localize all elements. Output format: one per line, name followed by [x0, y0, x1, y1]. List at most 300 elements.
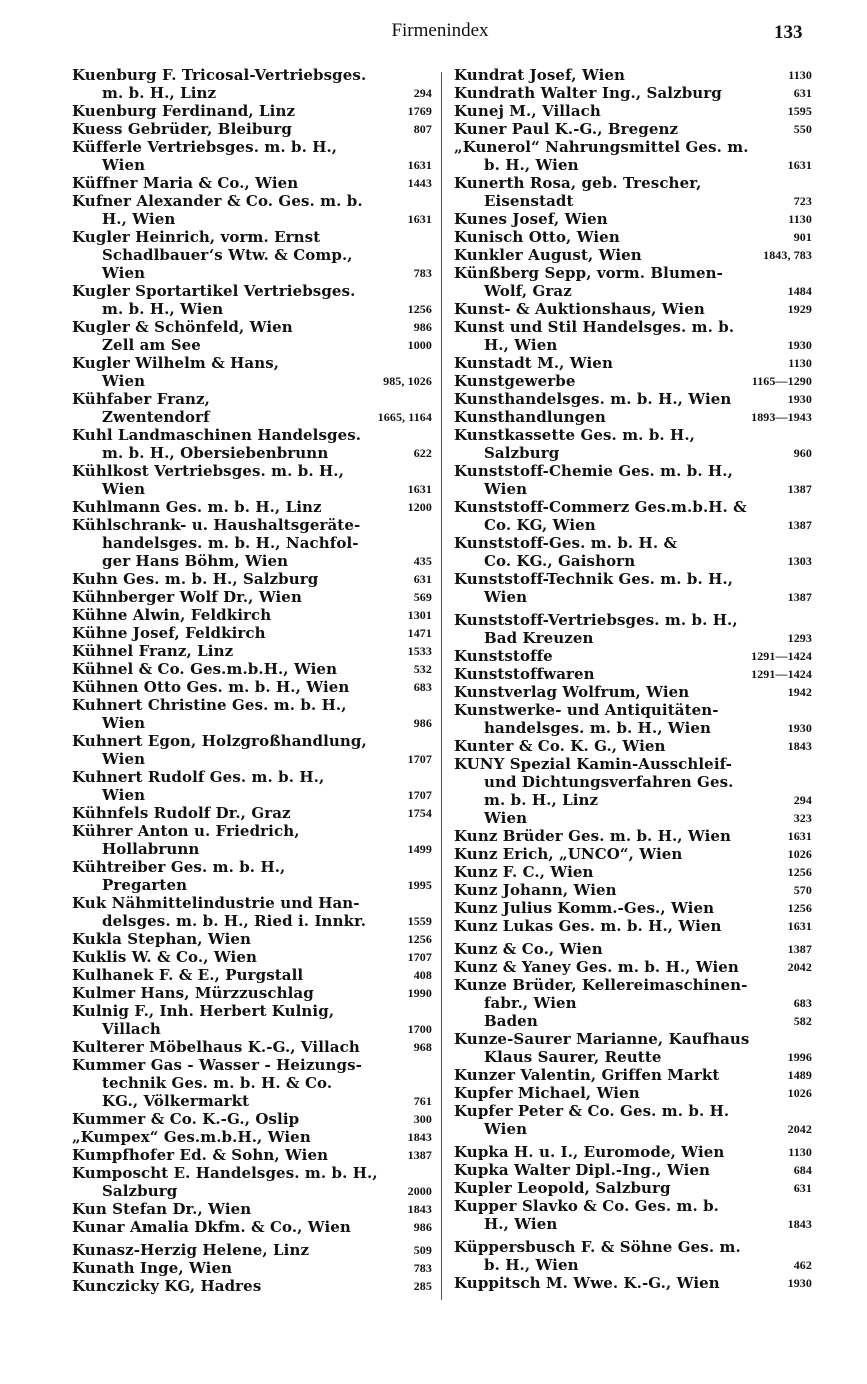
index-entry — [72, 966, 432, 984]
page-reference: 986 — [413, 716, 432, 730]
entry-text-line: Kugler Sportartikel Vertriebsges. — [72, 282, 356, 300]
index-entry — [454, 498, 812, 534]
page-reference: 1559 — [407, 914, 432, 928]
page-reference: 1026 — [787, 847, 812, 861]
page-reference: 1754 — [407, 806, 432, 820]
page-reference: 683 — [413, 680, 432, 694]
entry-text-line: Kunz Lukas Ges. m. b. H., Wien — [454, 917, 722, 935]
entry-text-line: Kühnel Franz, Linz — [72, 642, 234, 660]
index-entry — [454, 390, 812, 408]
entry-text-line: Kugler Wilhelm & Hans, — [72, 354, 280, 372]
entry-text-line: Bad Kreuzen — [484, 629, 594, 647]
index-entry — [454, 863, 812, 881]
index-entry — [72, 642, 432, 660]
page-reference: 761 — [413, 1094, 432, 1108]
entry-text-line: Kunz Brüder Ges. m. b. H., Wien — [454, 827, 732, 845]
page-reference: 1489 — [787, 1068, 812, 1082]
entry-text-line: Kunstverlag Wolfrum, Wien — [454, 683, 690, 701]
entry-text-line: Kuhlmann Ges. m. b. H., Linz — [72, 498, 322, 516]
page-reference: 1769 — [407, 104, 432, 118]
column-divider — [441, 72, 442, 1300]
page-reference: 1387 — [787, 518, 812, 532]
entry-text-line: Hollabrunn — [102, 840, 200, 858]
entry-text-line: m. b. H., Linz — [484, 791, 599, 809]
entry-text-line: Kuess Gebrüder, Bleiburg — [72, 120, 293, 138]
entry-text-line: Kunz & Co., Wien — [454, 940, 603, 958]
index-entry — [454, 1274, 812, 1292]
entry-text-line: b. H., Wien — [484, 1256, 579, 1274]
index-entry — [72, 66, 432, 102]
entry-text-line: Kummer Gas - Wasser - Heizungs- — [72, 1056, 362, 1074]
entry-text-line: Schadlbauer‘s Wtw. & Comp., — [102, 246, 353, 264]
page-reference: 1256 — [787, 865, 812, 879]
entry-text-line: Kunisch Otto, Wien — [454, 228, 620, 246]
page-title: Firmenindex — [391, 20, 489, 41]
page-reference: 2000 — [407, 1184, 432, 1198]
index-entry — [72, 336, 432, 354]
index-entry — [454, 318, 812, 354]
index-entry — [454, 809, 812, 827]
page-reference: 1387 — [407, 1148, 432, 1162]
page-reference: 1595 — [787, 104, 812, 118]
entry-text-line: Künßberg Sepp, vorm. Blumen- — [454, 264, 723, 282]
entry-text-line: Kunczicky KG, Hadres — [72, 1277, 262, 1295]
entry-text-line: Kunst- & Auktionshaus, Wien — [454, 300, 705, 318]
index-entry — [454, 66, 812, 84]
index-entry — [454, 1179, 812, 1197]
page-reference: 807 — [413, 122, 432, 136]
index-entry — [454, 976, 812, 1012]
page-reference: 1930 — [787, 1276, 812, 1290]
page-reference: 901 — [793, 230, 812, 244]
entry-text-line: Kühlschrank- u. Haushaltsgeräte- — [72, 516, 361, 534]
index-entry — [72, 696, 432, 732]
page-reference: 1843, 783 — [763, 248, 812, 262]
entry-text-line: Zwentendorf — [102, 408, 210, 426]
entry-text-line: Kunststoff-Chemie Ges. m. b. H., — [454, 462, 733, 480]
index-entry — [72, 282, 432, 318]
entry-text-line: Kunstkassette Ges. m. b. H., — [454, 426, 695, 444]
page-number: 133 — [774, 22, 803, 43]
entry-text-line: handelsges. m. b. H., Nachfol- — [102, 534, 359, 552]
page-reference: 509 — [413, 1243, 432, 1257]
index-entry — [72, 1164, 432, 1200]
entry-text-line: b. H., Wien — [484, 156, 579, 174]
page-reference: 1893—1943 — [751, 410, 812, 424]
page-reference: 1200 — [407, 500, 432, 514]
entry-text-line: Kuhl Landmaschinen Handelsges. — [72, 426, 362, 444]
page-reference: 631 — [413, 572, 432, 586]
page-reference: 569 — [413, 590, 432, 604]
entry-text-line: Kugler & Schönfeld, Wien — [72, 318, 293, 336]
entry-text-line: Kunststoffwaren — [454, 665, 595, 683]
entry-text-line: KG., Völkermarkt — [102, 1092, 250, 1110]
page-reference: 622 — [413, 446, 432, 460]
index-entry — [454, 958, 812, 976]
page-reference: 986 — [413, 320, 432, 334]
entry-text-line: Wien — [102, 156, 146, 174]
page-reference: 1930 — [787, 338, 812, 352]
index-entry — [454, 102, 812, 120]
index-entry — [454, 534, 812, 570]
entry-text-line: Wien — [102, 480, 146, 498]
entry-text-line: Kunze-Saurer Marianne, Kaufhaus — [454, 1030, 750, 1048]
index-entry — [72, 1277, 432, 1295]
entry-text-line: Kühnberger Wolf Dr., Wien — [72, 588, 302, 606]
index-entry — [454, 462, 812, 498]
page-reference: 1387 — [787, 590, 812, 604]
page-reference: 1291—1424 — [751, 667, 812, 681]
page-reference: 408 — [413, 968, 432, 982]
entry-text-line: Kuenburg Ferdinand, Linz — [72, 102, 296, 120]
page-reference: 1165—1290 — [751, 374, 812, 388]
entry-text-line: m. b. H., Wien — [102, 300, 224, 318]
entry-text-line: Kunath Inge, Wien — [72, 1259, 233, 1277]
entry-text-line: „Kumpex“ Ges.m.b.H., Wien — [72, 1128, 311, 1146]
entry-text-line: Kundrath Walter Ing., Salzburg — [454, 84, 722, 102]
entry-text-line: Klaus Saurer, Reutte — [484, 1048, 662, 1066]
index-entry — [454, 210, 812, 228]
page-reference: 1707 — [407, 752, 432, 766]
index-entry — [454, 755, 812, 809]
entry-text-line: Kunststoff-Commerz Ges.m.b.H. & — [454, 498, 747, 516]
index-entry — [454, 1012, 812, 1030]
entry-text-line: Kühnfels Rudolf Dr., Graz — [72, 804, 291, 822]
entry-text-line: Kundrat Josef, Wien — [454, 66, 626, 84]
page-reference: 300 — [413, 1112, 432, 1126]
entry-text-line: handelsges. m. b. H., Wien — [484, 719, 712, 737]
index-entry — [454, 138, 812, 174]
index-entry — [72, 804, 432, 822]
page-reference: 1700 — [407, 1022, 432, 1036]
entry-text-line: delsges. m. b. H., Ried i. Innkr. — [102, 912, 367, 930]
index-entry — [454, 84, 812, 102]
entry-text-line: Küppersbusch F. & Söhne Ges. m. — [454, 1238, 741, 1256]
index-entry — [72, 1259, 432, 1277]
page-reference: 1130 — [788, 1145, 812, 1159]
page-reference: 986 — [413, 1220, 432, 1234]
index-entry — [72, 1038, 432, 1056]
entry-text-line: Kuhnert Egon, Holzgroßhandlung, — [72, 732, 367, 750]
entry-text-line: Kupper Slavko & Co. Ges. m. b. — [454, 1197, 720, 1215]
entry-text-line: Salzburg — [484, 444, 560, 462]
index-entry — [72, 732, 432, 768]
entry-text-line: Kunststoff-Vertriebsges. m. b. H., — [454, 611, 738, 629]
page-reference: 631 — [793, 86, 812, 100]
index-entry — [72, 1002, 432, 1038]
entry-text-line: Kunze Brüder, Kellereimaschinen- — [454, 976, 748, 994]
index-entry — [454, 1143, 812, 1161]
entry-text-line: Co. KG., Gaishorn — [484, 552, 636, 570]
index-entry — [72, 624, 432, 642]
page-reference: 1843 — [787, 1217, 812, 1231]
index-entry — [72, 516, 432, 570]
page-reference: 1387 — [787, 482, 812, 496]
entry-text-line: Kunz Johann, Wien — [454, 881, 617, 899]
page-reference: 1930 — [787, 392, 812, 406]
index-entry — [454, 1197, 812, 1233]
index-entry — [72, 894, 432, 930]
entry-text-line: Kunes Josef, Wien — [454, 210, 608, 228]
index-entry — [72, 984, 432, 1002]
page-reference: 1990 — [407, 986, 432, 1000]
index-entry — [454, 1084, 812, 1102]
entry-text-line: Kunststoff-Ges. m. b. H. & — [454, 534, 678, 552]
page-reference: 582 — [793, 1014, 812, 1028]
page-reference: 1000 — [407, 338, 432, 352]
entry-text-line: Baden — [484, 1012, 538, 1030]
entry-text-line: Kühtreiber Ges. m. b. H., — [72, 858, 286, 876]
page-reference: 1533 — [407, 644, 432, 658]
index-entry — [454, 899, 812, 917]
index-entry — [454, 1030, 812, 1066]
index-entry — [72, 426, 432, 462]
index-entry — [454, 737, 812, 755]
index-entry — [72, 822, 432, 858]
page-reference: 1843 — [407, 1130, 432, 1144]
entry-text-line: m. b. H., Linz — [102, 84, 217, 102]
entry-text-line: Kumpfhofer Ed. & Sohn, Wien — [72, 1146, 329, 1164]
page-reference: 1631 — [407, 482, 432, 496]
entry-text-line: Eisenstadt — [484, 192, 574, 210]
index-entry — [72, 462, 432, 498]
index-entry — [454, 246, 812, 264]
page-reference: 1631 — [407, 212, 432, 226]
entry-text-line: Kunstadt M., Wien — [454, 354, 613, 372]
index-entry — [72, 948, 432, 966]
entry-text-line: Kupka H. u. I., Euromode, Wien — [454, 1143, 725, 1161]
index-entry — [72, 1146, 432, 1164]
entry-text-line: Kuhnert Christine Ges. m. b. H., — [72, 696, 347, 714]
page-reference: 1130 — [788, 68, 812, 82]
entry-text-line: Kupfer Michael, Wien — [454, 1084, 640, 1102]
entry-text-line: Kupfer Peter & Co. Ges. m. b. H. — [454, 1102, 730, 1120]
entry-text-line: Kufner Alexander & Co. Ges. m. b. — [72, 192, 363, 210]
entry-text-line: Wien — [484, 809, 528, 827]
page-reference: 2042 — [787, 960, 812, 974]
index-entry — [72, 174, 432, 192]
entry-text-line: m. b. H., Obersiebenbrunn — [102, 444, 329, 462]
index-entry — [454, 881, 812, 899]
page-reference: 1631 — [787, 919, 812, 933]
entry-text-line: und Dichtungsverfahren Ges. — [484, 773, 734, 791]
entry-text-line: Kühfaber Franz, — [72, 390, 211, 408]
index-entry — [72, 138, 432, 174]
page-reference: 1707 — [407, 788, 432, 802]
index-entry — [454, 917, 812, 935]
index-entry — [72, 1056, 432, 1110]
entry-text-line: Salzburg — [102, 1182, 178, 1200]
page-reference: 968 — [413, 1040, 432, 1054]
entry-text-line: Kunerth Rosa, geb. Trescher, — [454, 174, 702, 192]
entry-text-line: Kühlkost Vertriebsges. m. b. H., — [72, 462, 344, 480]
entry-text-line: Zell am See — [102, 336, 201, 354]
index-entry — [72, 1128, 432, 1146]
entry-text-line: Kunz F. C., Wien — [454, 863, 594, 881]
index-entry — [72, 120, 432, 138]
page-reference: 435 — [413, 554, 432, 568]
page-reference: 532 — [413, 662, 432, 676]
entry-text-line: Kunststoffe — [454, 647, 553, 665]
page-reference: 1256 — [787, 901, 812, 915]
page-reference: 1930 — [787, 721, 812, 735]
index-entry — [72, 660, 432, 678]
page-reference: 1303 — [787, 554, 812, 568]
page-reference: 783 — [413, 1261, 432, 1275]
page-reference: 1301 — [407, 608, 432, 622]
page-reference: 631 — [793, 1181, 812, 1195]
page-reference: 683 — [793, 996, 812, 1010]
page-reference: 1293 — [787, 631, 812, 645]
index-entry — [72, 588, 432, 606]
entry-text-line: Kukla Stephan, Wien — [72, 930, 252, 948]
index-entry — [72, 678, 432, 696]
page-reference: 294 — [413, 86, 432, 100]
page-reference: 1631 — [407, 158, 432, 172]
page-reference: 1443 — [407, 176, 432, 190]
page-reference: 1026 — [787, 1086, 812, 1100]
entry-text-line: Pregarten — [102, 876, 188, 894]
page-reference: 1256 — [407, 302, 432, 316]
index-entry — [72, 768, 432, 804]
page-reference: 1471 — [407, 626, 432, 640]
entry-text-line: Kumposcht E. Handelsges. m. b. H., — [72, 1164, 378, 1182]
entry-text-line: H., Wien — [484, 336, 558, 354]
index-entry — [454, 372, 812, 390]
entry-text-line: Kuner Paul K.-G., Bregenz — [454, 120, 679, 138]
entry-text-line: Kuhn Ges. m. b. H., Salzburg — [72, 570, 319, 588]
index-entry — [72, 1218, 432, 1236]
entry-text-line: Kulterer Möbelhaus K.-G., Villach — [72, 1038, 360, 1056]
index-entry — [72, 606, 432, 624]
index-entry — [454, 1102, 812, 1138]
page-reference: 1843 — [407, 1202, 432, 1216]
page-reference: 1291—1424 — [751, 649, 812, 663]
index-entry — [454, 354, 812, 372]
page-reference: 1995 — [407, 878, 432, 892]
page-reference: 1256 — [407, 932, 432, 946]
page-reference: 550 — [793, 122, 812, 136]
entry-text-line: H., Wien — [484, 1215, 558, 1233]
entry-text-line: Villach — [102, 1020, 161, 1038]
index-entry — [454, 1161, 812, 1179]
page-reference: 1843 — [787, 739, 812, 753]
entry-text-line: Kugler Heinrich, vorm. Ernst — [72, 228, 321, 246]
page-reference: 1130 — [788, 356, 812, 370]
entry-text-line: Kulhanek F. & E., Purgstall — [72, 966, 304, 984]
left-column — [72, 66, 432, 1295]
entry-text-line: Co. KG, Wien — [484, 516, 596, 534]
entry-text-line: Kunz Erich, „UNCO“, Wien — [454, 845, 683, 863]
index-entry — [72, 318, 432, 336]
entry-text-line: Kühnel & Co. Ges.m.b.H., Wien — [72, 660, 338, 678]
index-entry — [454, 701, 812, 737]
index-entry — [72, 102, 432, 120]
index-entry — [454, 426, 812, 462]
page-reference: 723 — [793, 194, 812, 208]
page-reference: 1929 — [787, 302, 812, 316]
index-entry — [454, 845, 812, 863]
index-entry — [72, 570, 432, 588]
entry-text-line: Kühnen Otto Ges. m. b. H., Wien — [72, 678, 350, 696]
index-entry — [454, 300, 812, 318]
entry-text-line: Kunasz-Herzig Helene, Linz — [72, 1241, 310, 1259]
entry-text-line: Kühne Josef, Feldkirch — [72, 624, 266, 642]
index-entry — [454, 611, 812, 647]
index-entry — [454, 647, 812, 665]
entry-text-line: Kunststoff-Technik Ges. m. b. H., — [454, 570, 734, 588]
page-reference: 1942 — [787, 685, 812, 699]
entry-text-line: Kunkler August, Wien — [454, 246, 642, 264]
entry-text-line: Wien — [102, 264, 146, 282]
index-entry — [72, 930, 432, 948]
index-entry — [454, 1238, 812, 1274]
page-reference: 1484 — [787, 284, 812, 298]
page-reference: 960 — [793, 446, 812, 460]
entry-text-line: Kunstwerke- und Antiquitäten- — [454, 701, 719, 719]
index-entry — [72, 498, 432, 516]
page-reference: 1387 — [787, 942, 812, 956]
entry-text-line: „Kunerol“ Nahrungsmittel Ges. m. — [454, 138, 749, 156]
entry-text-line: Kun Stefan Dr., Wien — [72, 1200, 252, 1218]
page-reference: 1130 — [788, 212, 812, 226]
entry-text-line: Kuk Nähmittelindustrie und Han- — [72, 894, 360, 912]
index-entry — [72, 858, 432, 894]
entry-text-line: ger Hans Böhm, Wien — [102, 552, 289, 570]
entry-text-line: Wien — [102, 714, 146, 732]
index-entry — [72, 1241, 432, 1259]
entry-text-line: Wien — [102, 372, 146, 390]
index-entry — [454, 1066, 812, 1084]
entry-text-line: Küfferle Vertriebsges. m. b. H., — [72, 138, 338, 156]
index-entry — [454, 228, 812, 246]
entry-text-line: Kunsthandelsges. m. b. H., Wien — [454, 390, 732, 408]
entry-text-line: Kulmer Hans, Mürzzuschlag — [72, 984, 314, 1002]
page-reference: 462 — [793, 1258, 812, 1272]
entry-text-line: Kunej M., Villach — [454, 102, 601, 120]
index-entry — [454, 174, 812, 210]
page-reference: 285 — [413, 1279, 432, 1293]
page-reference: 294 — [793, 793, 812, 807]
entry-text-line: KUNY Spezial Kamin-Ausschleif- — [454, 755, 732, 773]
index-entry — [72, 354, 432, 390]
entry-text-line: Kunsthandlungen — [454, 408, 606, 426]
page-reference: 1665, 1164 — [377, 410, 432, 424]
entry-text-line: Küffner Maria & Co., Wien — [72, 174, 299, 192]
entry-text-line: H., Wien — [102, 210, 176, 228]
entry-text-line: fabr., Wien — [484, 994, 577, 1012]
entry-text-line: Kuenburg F. Tricosal-Vertriebsges. — [72, 66, 367, 84]
index-entry — [454, 827, 812, 845]
entry-text-line: Kunzer Valentin, Griffen Markt — [454, 1066, 720, 1084]
entry-text-line: technik Ges. m. b. H. & Co. — [102, 1074, 333, 1092]
entry-text-line: Kuhnert Rudolf Ges. m. b. H., — [72, 768, 325, 786]
entry-text-line: Kunar Amalia Dkfm. & Co., Wien — [72, 1218, 351, 1236]
index-entry — [454, 665, 812, 683]
entry-text-line: Kupler Leopold, Salzburg — [454, 1179, 671, 1197]
entry-text-line: Kupka Walter Dipl.-Ing., Wien — [454, 1161, 711, 1179]
page-reference: 985, 1026 — [383, 374, 432, 388]
entry-text-line: Kummer & Co. K.-G., Oslip — [72, 1110, 300, 1128]
entry-text-line: Kühne Alwin, Feldkirch — [72, 606, 272, 624]
index-entry — [454, 120, 812, 138]
index-entry — [72, 228, 432, 282]
entry-text-line: Kulnig F., Inh. Herbert Kulnig, — [72, 1002, 335, 1020]
page-reference: 1707 — [407, 950, 432, 964]
index-entry — [72, 390, 432, 426]
page-reference: 2042 — [787, 1122, 812, 1136]
index-entry — [454, 940, 812, 958]
